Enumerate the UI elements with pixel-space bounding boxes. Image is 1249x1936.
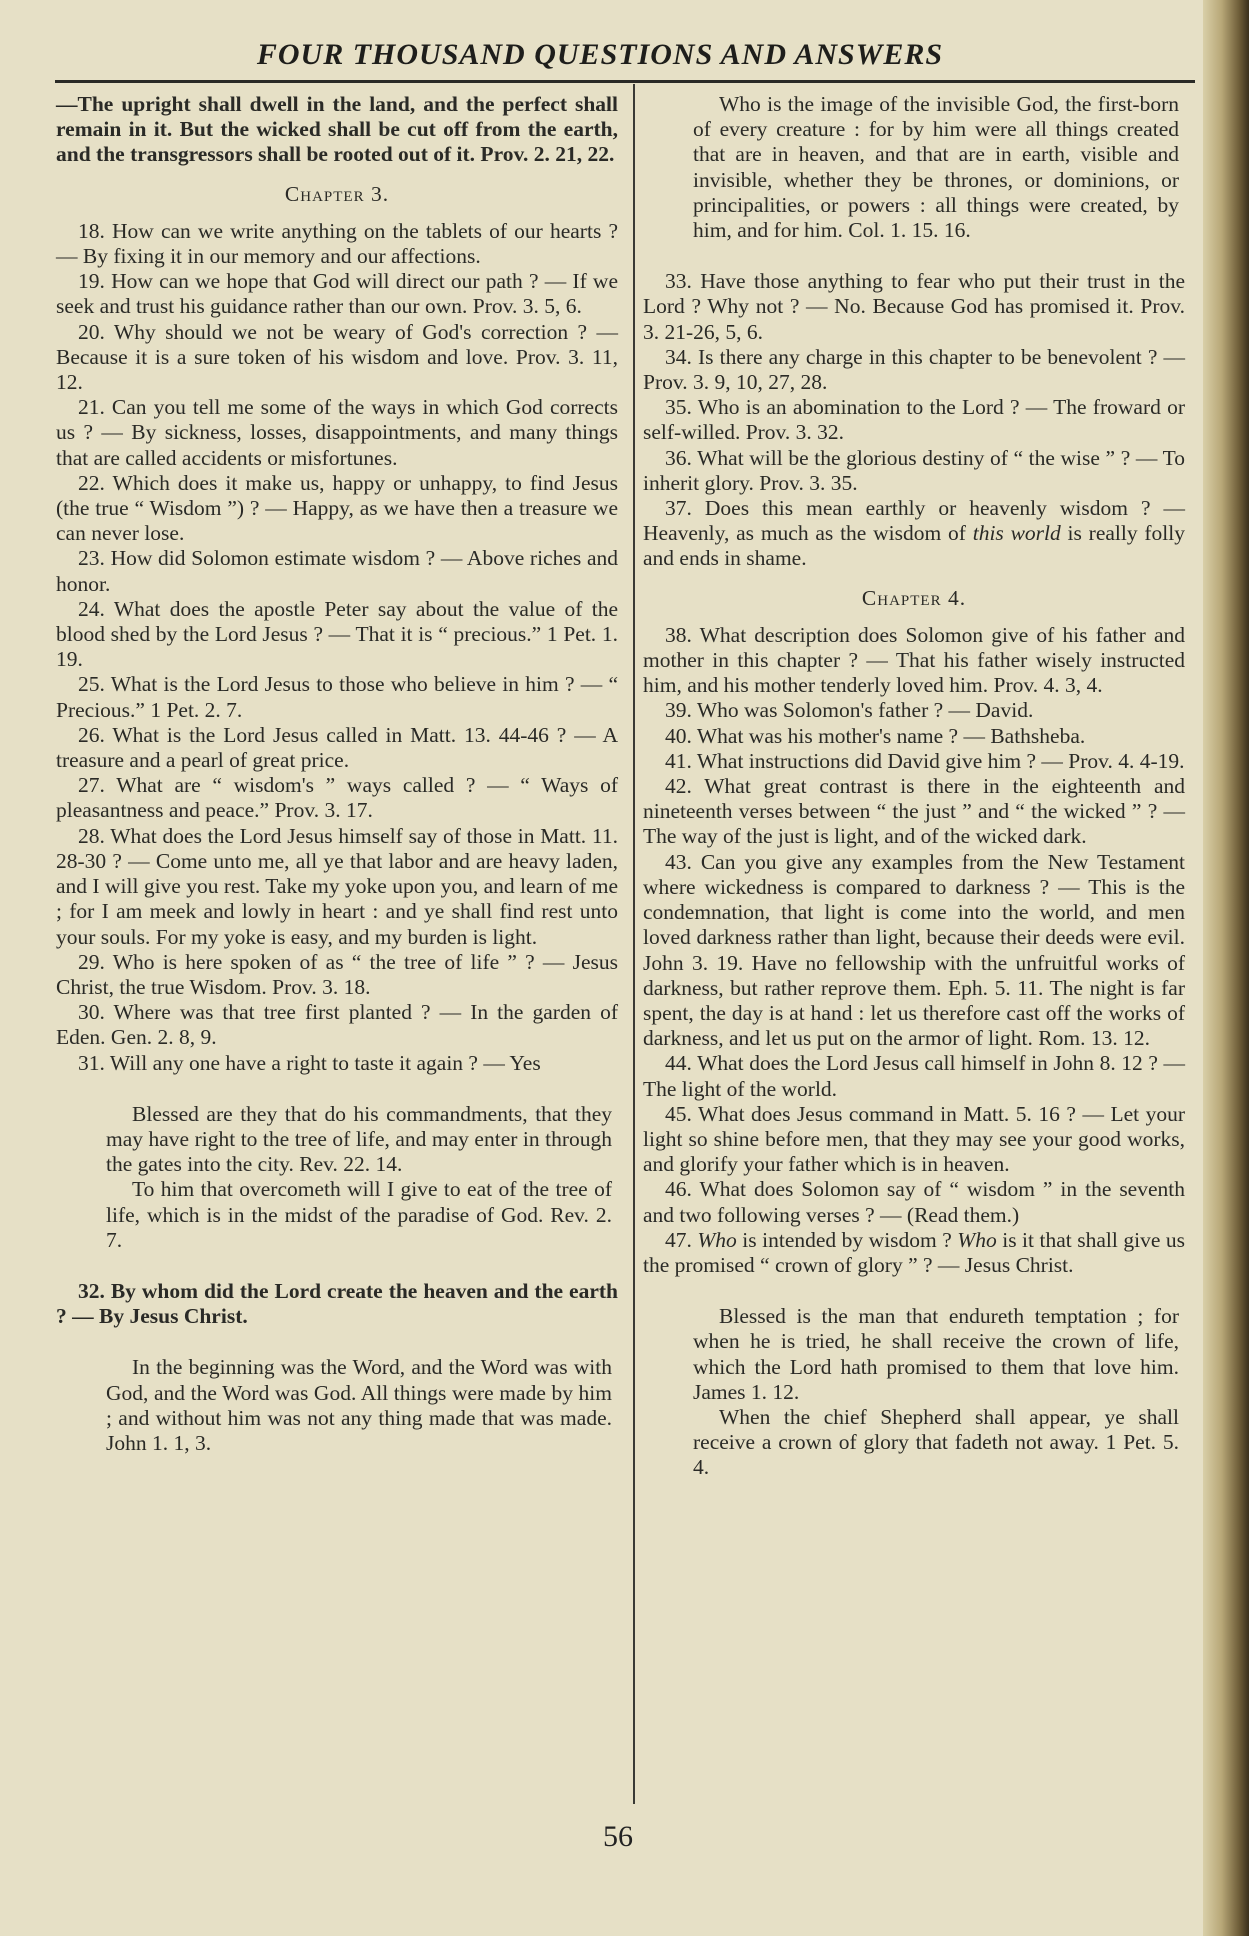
question-answer: [643, 1228, 1185, 1278]
scripture-quote: In the beginning was the Word, and the Word was with God, and the Word was God. All things were made by him ; and without him was not any thing made that was made. John 1. 1, 3.: [106, 1355, 612, 1455]
scripture-quote: Blessed are they that do his commandments, that they may have right to the tree of life, and may enter in through the gates into the city. Rev. 22. 14.: [106, 1101, 612, 1177]
question-answer: 38. What description does Solomon give of his father and mother in this chapter ? — That his father wisely instructed him, and his mother tenderly loved him. Prov. 4. 3, 4.: [643, 622, 1185, 698]
spacer: [643, 243, 1185, 269]
scripture-quote: When the chief Shepherd shall appear, ye shall receive a crown of glory that fadeth not away. 1 Pet. 5. 4.: [693, 1404, 1179, 1480]
question-answer: 33. Have those anything to fear who put their trust in the Lord ? Why not ? — No. Because God has promised it. Prov. 3. 21-26, 5, 6.: [643, 269, 1185, 344]
question-answer: 46. What does Solomon say of “ wisdom ” in the seventh and two following verses ? — (Read them.): [643, 1177, 1185, 1227]
question-answer: 36. What will be the glorious destiny of “ the wise ” ? — To inherit glory. Prov. 3. 35.: [643, 445, 1185, 495]
text-run: 47.: [665, 1227, 698, 1252]
question-answer: 19. How can we hope that God will direct our path ? — If we seek and trust his guidance rather than our own. Prov. 3. 5, 6.: [56, 269, 618, 319]
question-answer: 43. Can you give any examples from the New Testament where wickedness is compared to darkness ? — This is the condemnation, that light is come into the world, and men loved darkness rather than light, because their deeds were evil. John 3. 19. Have no fellowship with the unfruitful works of darkness, but rather reprove them. Eph. 5. 11. The night is far spent, the day is at hand : let us therefore cast off the works of darkness, and let us put on the armor of light. Rom. 13. 12.: [643, 849, 1185, 1051]
italic-text: Who: [697, 1227, 737, 1252]
italic-text: Who: [957, 1227, 997, 1252]
question-answer: 24. What does the apostle Peter say about the value of the blood shed by the Lord Jesus ? — That it is “ precious.” 1 Pet. 1. 19.: [56, 596, 618, 672]
book-spine-edge: [1203, 0, 1249, 1936]
column-divider: [633, 84, 635, 1804]
text-run: is it that shall give us the promised “ crown of glory ” ? — Jesus Christ.: [643, 1227, 1185, 1277]
spacer: [56, 1076, 618, 1102]
scripture-quote: Blessed is the man that endureth temptation ; for when he is tried, he shall receive the crown of life, which the Lord hath promised to them that love him. James 1. 12.: [693, 1304, 1179, 1404]
question-answer: 28. What does the Lord Jesus himself say of those in Matt. 11. 28-30 ? — Come unto me, all ye that labor and are heavy laden, and I will give you rest. Take my yoke upon you, and learn of me ; for I am meek and lowly in heart : and ye shall find rest unto your souls. For my yoke is easy, and my burden is light.: [56, 823, 618, 949]
question-answer: 42. What great contrast is there in the eighteenth and nineteenth verses between “ the just ” and “ the wicked ” ? — The way of the just is light, and of the wicked dark.: [643, 774, 1185, 849]
left-column: [56, 92, 618, 1456]
question-answer: 31. Will any one have a right to taste it again ? — Yes: [78, 1050, 541, 1075]
question-answer: 32. By whom did the Lord create the heaven and the earth ? — By Jesus Christ.: [56, 1278, 618, 1329]
page-number: 56: [603, 1820, 633, 1853]
question-answer: 21. Can you tell me some of the ways in which God corrects us ? — By sickness, losses, disappointments, and many things that are called accidents or misfortunes.: [56, 395, 618, 470]
question-answer: 20. Why should we not be weary of God's correction ? — Because it is a sure token of his wisdom and love. Prov. 3. 11, 12.: [56, 319, 618, 395]
text-run: is really folly and ends in shame.: [643, 521, 1185, 571]
chapter-heading: Chapter 3.: [284, 181, 390, 206]
running-header: FOUR THOUSAND QUESTIONS AND ANSWERS: [256, 38, 944, 71]
question-answer: 40. What was his mother's name ? — Bathsheba.: [665, 723, 1086, 748]
question-answer: 41. What instructions did David give him ? — Prov. 4. 4-19.: [665, 748, 1185, 773]
question-answer: [643, 496, 1185, 572]
header-rule: [55, 80, 1195, 83]
chapter-heading: Chapter 4.: [861, 585, 967, 610]
question-answer: 23. How did Solomon estimate wisdom ? — Above riches and honor.: [56, 546, 618, 596]
question-answer: 35. Who is an abomination to the Lord ? — The froward or self-willed. Prov. 3. 32.: [643, 395, 1185, 445]
italic-text: this world: [972, 521, 1061, 546]
question-answer: 45. What does Jesus command in Matt. 5. 16 ? — Let your light so shine before men, that they may see your good works, and glorify your father which is in heaven.: [643, 1101, 1185, 1177]
question-answer: 18. How can we write anything on the tablets of our hearts ? — By fixing it in our memory and our affections.: [56, 218, 618, 269]
scripture-continuation: —The upright shall dwell in the land, and the perfect shall remain in it. But the wicked shall be cut off from the earth, and the transgressors shall be rooted out of it. Prov. 2. 21, 22.: [56, 92, 618, 167]
scripture-quote: To him that overcometh will I give to eat of the tree of life, which is in the midst of the paradise of God. Rev. 2. 7.: [106, 1177, 612, 1252]
scripture-quote: Who is the image of the invisible God, the first-born of every creature : for by him were all things created that are in heaven, and that are in earth, visible and invisible, whether they be thrones, or dominions, or principalities, or powers : all things were created, by him, and for him. Col. 1. 15. 16.: [693, 92, 1179, 243]
spacer: [643, 1278, 1185, 1304]
question-answer: 39. Who was Solomon's father ? — David.: [665, 698, 1034, 723]
spacer: [56, 1253, 618, 1279]
question-answer: 27. What are “ wisdom's ” ways called ? — “ Ways of pleasantness and peace.” Prov. 3. 17.: [56, 773, 618, 823]
question-answer: 44. What does the Lord Jesus call himself in John 8. 12 ? — The light of the world.: [643, 1051, 1185, 1101]
question-answer: 25. What is the Lord Jesus to those who believe in him ? — “ Precious.” 1 Pet. 2. 7.: [56, 672, 618, 722]
text-run: is intended by wisdom ?: [736, 1227, 958, 1252]
question-answer: 30. Where was that tree first planted ? — In the garden of Eden. Gen. 2. 8, 9.: [56, 1000, 618, 1050]
text-run: 37. Does this mean earthly or heavenly wisdom ? — Heavenly, as much as the wisdom of: [643, 496, 1185, 546]
question-answer: 29. Who is here spoken of as “ the tree of life ” ? — Jesus Christ, the true Wisdom. Prov. 3. 18.: [56, 949, 618, 999]
spacer: [56, 1329, 618, 1355]
right-column: [643, 92, 1185, 1481]
question-answer: 26. What is the Lord Jesus called in Matt. 13. 44-46 ? — A treasure and a pearl of great price.: [56, 722, 618, 773]
question-answer: 34. Is there any charge in this chapter to be benevolent ? — Prov. 3. 9, 10, 27, 28.: [643, 344, 1185, 395]
question-answer: 22. Which does it make us, happy or unhappy, to find Jesus (the true “ Wisdom ”) ? — Happy, as we have then a treasure we can never lose.: [56, 470, 618, 546]
